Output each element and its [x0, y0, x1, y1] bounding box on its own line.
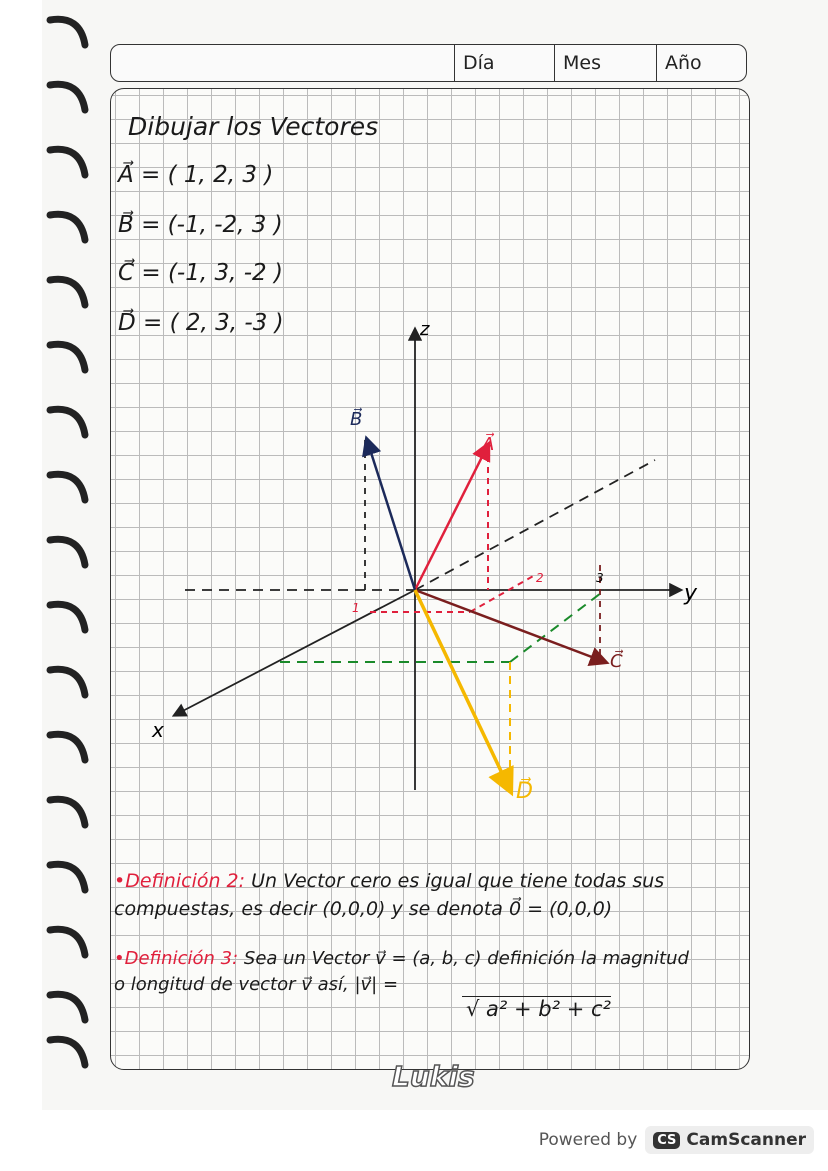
magnitude-formula: √ a² + b² + c²: [462, 996, 611, 1021]
definition-2-line-1: [114, 870, 664, 892]
vector-b-def: B⃗ = (-1, -2, 3 ): [118, 212, 283, 238]
definition-2-line-2: compuestas, es decir (0,0,0) y se denota 0⃗ = (0,0,0): [114, 898, 613, 920]
vector-c-label: C⃗: [610, 651, 623, 672]
camscanner-footer: [539, 1122, 814, 1158]
vector-a-def: A⃗ = ( 1, 2, 3 ): [118, 162, 274, 188]
month-field: Mes: [554, 45, 656, 81]
lukis-logo: Lukis: [392, 1060, 475, 1093]
vector-d-label: D⃗: [516, 779, 533, 804]
camscanner-badge[interactable]: [645, 1126, 814, 1154]
vector-a-arrow: [415, 445, 488, 590]
powered-by-text: Powered by: [538, 1130, 638, 1150]
year-field: Año: [656, 45, 746, 81]
definition-3-line-2: o longitud de vector v⃗ así, |v⃗| =: [114, 974, 399, 995]
tick-label: 3: [596, 571, 604, 585]
definition-2-text: Un Vector cero es igual que tiene todas sus: [251, 870, 665, 892]
tick-label: 2: [536, 571, 544, 585]
vector-a-label: A⃗: [482, 434, 495, 455]
tick-label: 1: [352, 601, 360, 615]
vector-d-def: D⃗ = ( 2, 3, -3 ): [118, 310, 284, 336]
day-field: Día: [454, 45, 554, 81]
definition-3-line-1: [114, 948, 689, 969]
definition-3-label: •Definición 3:: [114, 948, 239, 969]
z-axis-label: z: [420, 319, 430, 340]
definition-2-label: •Definición 2:: [114, 870, 246, 892]
y-axis-label: y: [684, 581, 698, 606]
vector-c-def: C⃗ = (-1, 3, -2 ): [118, 260, 283, 286]
vector-b-arrow: [367, 440, 415, 590]
page-title: Dibujar los Vectores: [128, 112, 379, 141]
camscanner-label: CamScanner: [686, 1130, 806, 1150]
definition-3-text: Sea un Vector v⃗ = (a, b, c) definición la magnitud: [243, 948, 689, 969]
x-axis: [175, 590, 415, 715]
x-axis-label: x: [152, 718, 164, 742]
vector-b-label: B⃗: [350, 409, 363, 430]
camscanner-icon: CS: [653, 1132, 680, 1149]
